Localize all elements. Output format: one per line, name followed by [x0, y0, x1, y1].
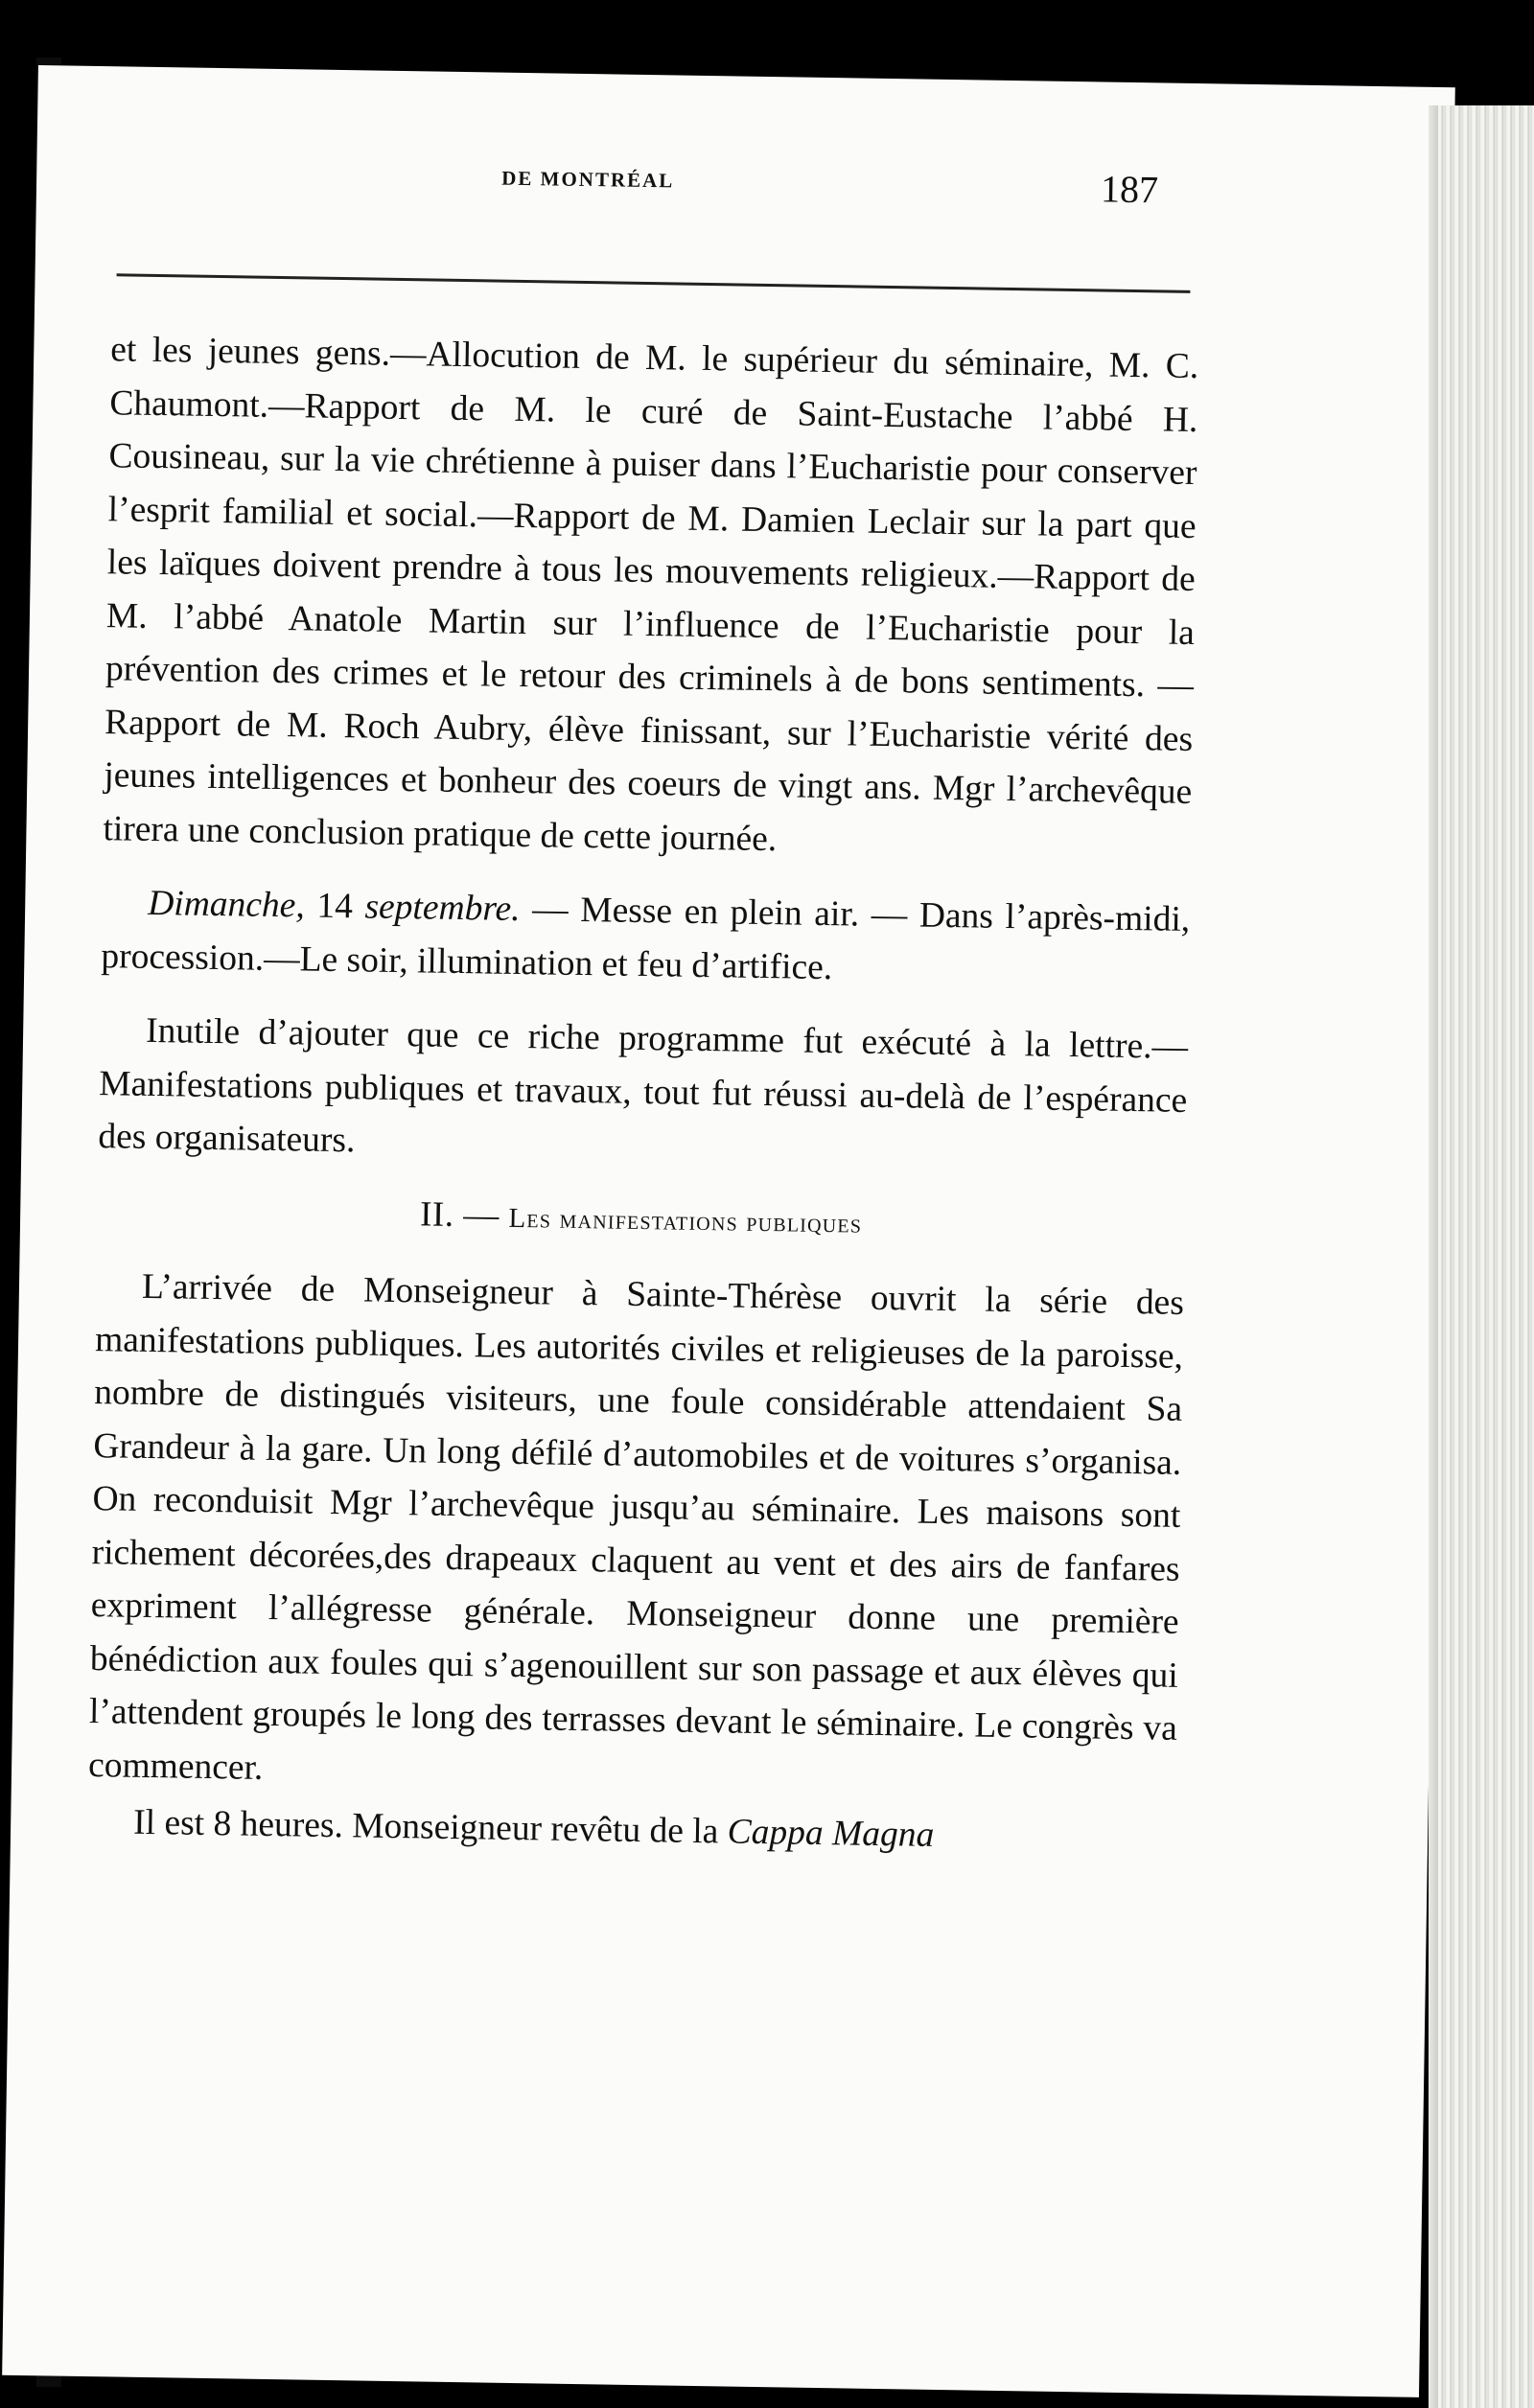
paragraph-summary: Inutile d’ajouter que ce riche programme fut exécuté à la lettre.—Manifestations publiques et travaux, tout fut réussi au-delà de l’espérance des organisateurs.: [98, 1010, 1189, 1161]
page-fore-edge: [1438, 105, 1534, 2408]
book-page: [2, 65, 1455, 2397]
paragraph-program-continued: et les jeunes gens.—Allocution de M. le supérieur du séminaire, M. C. Chaumont.—Rapport de M. le curé de Saint-Eustache l’abbé H. Cousineau, sur la vie chrétienne à puiser dans l’Eucharistie pour conserver l’esprit familial et social.—Rapport de M. Damien Leclair sur la part que les laïques doivent prendre à tous les mouvements religieux.—Rapport de M. l’abbé Anatole Martin sur l’influence de l’Eucharistie pour la prévention des crimes et le retour des criminels à de bons sentiments. —Rapport de M. Roch Aubry, élève finissant, sur l’Eucharistie vérité des jeunes intelligences et bonheur des coeurs de vingt ans. Mgr l’archevêque tirera une conclusion pratique de cette journée.: [103, 330, 1199, 859]
date-number: 14: [316, 886, 354, 927]
section-title: Les manifestations publiques: [508, 1202, 863, 1239]
cappa-magna: Cappa Magna: [727, 1812, 935, 1855]
running-head: DE MONTRÉAL: [501, 166, 675, 193]
paragraph-arrival: L’arrivée de Monseigneur à Sainte-Thérèse ouvrit la série des manifestations publiques. Les autorités civiles et religieuses de la paroisse, nombre de distingués visiteurs, une foule considérable attendaient Sa Grandeur à la gare. Un long défilé d’automobiles et de voitures s’organisa. On reconduisit Mgr l’archevêque jusqu’au séminaire. Les maisons sont richement décorées,des drapeaux claquent au vent et des airs de fanfares expriment l’allégresse générale. Monseigneur donne une première bénédiction aux foules qui s’agenouillent sur son passage et aux élèves qui l’attendent groupés le long des terrasses devant le séminaire. Le congrès va commencer.: [87, 1266, 1185, 1788]
page-number: 187: [1100, 167, 1159, 212]
day-label: Dimanche,: [147, 883, 306, 926]
paragraph-sunday: [101, 876, 1191, 1000]
header-rule: [117, 273, 1191, 293]
section-number: II. —: [419, 1193, 500, 1236]
page-body: [87, 323, 1199, 1865]
date-month: septembre.: [364, 887, 521, 930]
eight-oclock-text: Il est 8 heures. Monseigneur revêtu de la: [132, 1802, 719, 1852]
sunday-program: — Messe en plein air. — Dans l’après-midi, procession.—Le soir, illumination et feu d’artifice.: [101, 890, 1191, 987]
section-heading: [97, 1183, 1186, 1256]
